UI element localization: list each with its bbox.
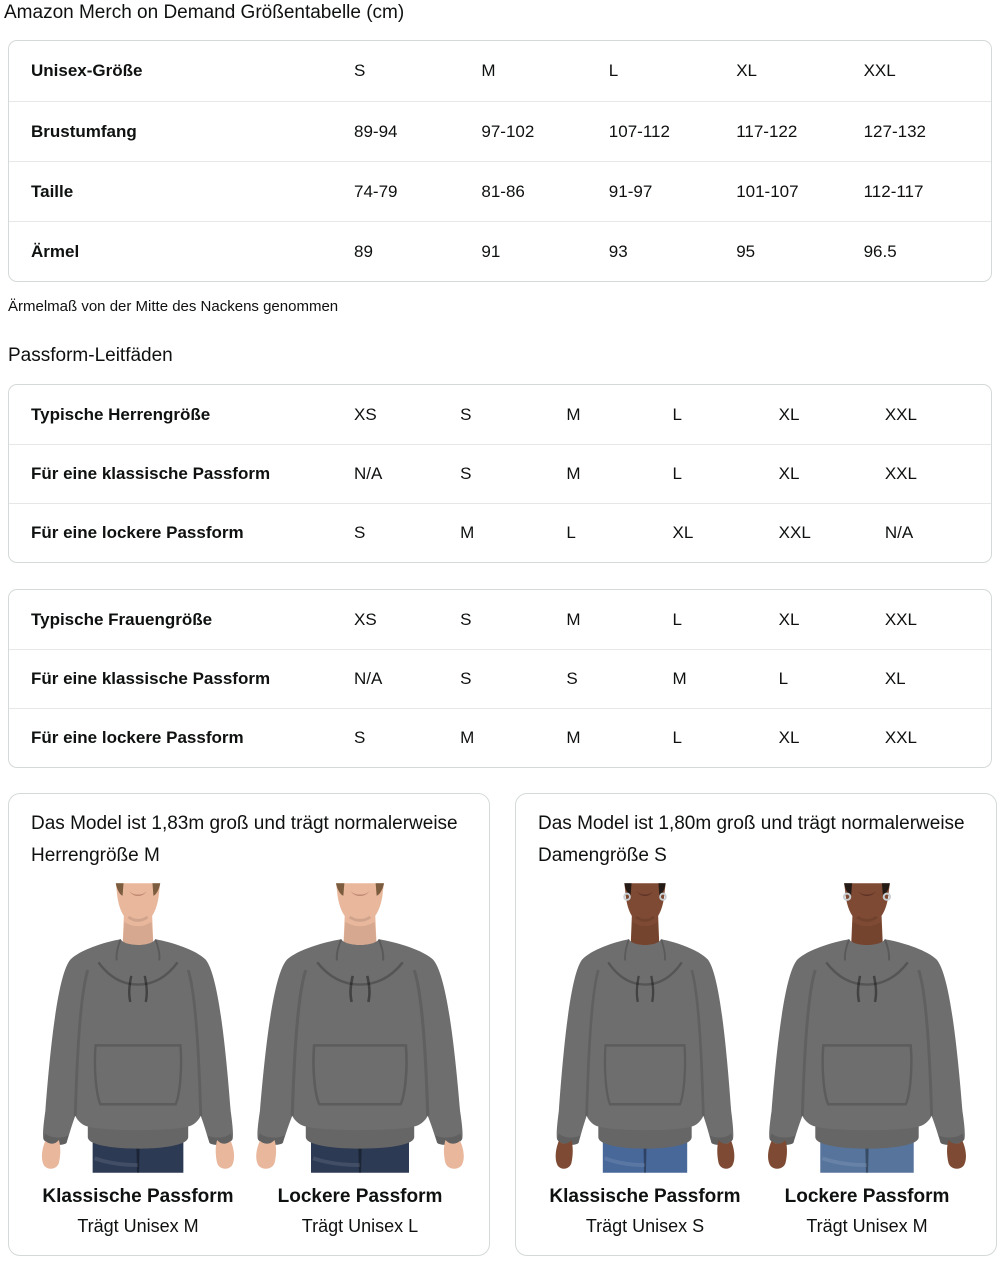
size-cell: 101-107	[736, 181, 799, 201]
male-model-loose-fit-photo	[249, 880, 471, 1176]
womens-fit-guide-table	[8, 589, 992, 768]
model-cards	[8, 793, 992, 1256]
size-cell: S	[354, 728, 366, 747]
size-cell: L	[672, 609, 682, 629]
size-cell: XL	[778, 404, 800, 424]
size-cell: L	[778, 669, 789, 688]
size-cell: XL	[778, 728, 800, 747]
size-cell: M	[566, 609, 581, 629]
size-cell: XS	[354, 404, 377, 424]
fit-caption: Klassische Passform	[42, 1186, 234, 1207]
size-cell: 89	[354, 241, 373, 261]
womens-card-heading: Das Model ist 1,80m groß und trägt normalerweise Damengröße S	[538, 813, 965, 866]
size-cell: XXL	[884, 404, 917, 424]
unisex-size-table	[8, 40, 992, 282]
row-label: Brustumfang	[31, 121, 137, 141]
size-cell: 93	[608, 241, 628, 261]
page-title: Amazon Merch on Demand Größentabelle (cm)	[4, 2, 405, 23]
model-figure	[534, 880, 756, 1237]
size-cell: XXL	[863, 61, 896, 80]
table-row	[9, 101, 991, 161]
mens-model-photos	[27, 880, 471, 1237]
male-model-classic-fit-photo	[27, 880, 249, 1176]
size-cell: M	[566, 404, 581, 424]
size-cell: S	[354, 523, 366, 542]
row-label: Für eine klassische Passform	[31, 669, 271, 688]
size-cell: XL	[778, 464, 800, 483]
size-cell: M	[481, 61, 496, 80]
row-label: Taille	[31, 181, 74, 201]
size-cell: L	[672, 728, 682, 747]
womens-fit-card	[515, 793, 997, 1256]
size-cell: 97-102	[481, 121, 535, 141]
table-row	[9, 590, 991, 649]
model-figure	[756, 880, 978, 1237]
row-label: Typische Frauengröße	[31, 609, 213, 629]
size-cell: XXL	[884, 728, 917, 747]
sleeve-measure-note: Ärmelmaß von der Mitte des Nackens genommen	[8, 298, 339, 315]
size-cell: S	[460, 404, 472, 424]
fit-guides-title: Passform-Leitfäden	[8, 345, 173, 366]
size-cell: N/A	[884, 523, 914, 542]
table-row	[9, 503, 991, 562]
size-cell: N/A	[354, 669, 383, 688]
size-cell: XL	[736, 61, 757, 80]
size-cell: 107-112	[608, 121, 670, 141]
size-cell: M	[460, 523, 475, 542]
row-label: Unisex-Größe	[31, 61, 143, 80]
size-cell: 117-122	[736, 121, 798, 141]
mens-fit-guide-table	[8, 384, 992, 563]
fit-caption: Lockere Passform	[277, 1186, 443, 1207]
row-label: Ärmel	[31, 241, 80, 261]
row-label: Für eine lockere Passform	[31, 523, 244, 542]
mens-fit-card	[8, 793, 490, 1256]
size-cell: S	[460, 609, 472, 629]
size-cell: M	[460, 728, 475, 747]
size-cell: 112-117	[863, 181, 924, 201]
size-cell: XS	[354, 609, 377, 629]
size-cell: L	[566, 523, 576, 542]
table-row	[9, 221, 991, 281]
size-cell: 95	[736, 241, 756, 261]
size-cell: XXL	[884, 609, 917, 629]
female-model-classic-fit-photo	[534, 880, 756, 1176]
size-cell: S	[460, 464, 472, 483]
size-cell: XXL	[884, 464, 917, 483]
fit-caption: Lockere Passform	[784, 1186, 950, 1207]
size-cell: 81-86	[481, 181, 525, 201]
size-cell: XL	[778, 609, 800, 629]
size-caption: Trägt Unisex S	[585, 1216, 705, 1236]
size-cell: S	[566, 669, 578, 688]
size-cell: S	[354, 61, 366, 80]
size-cell: 74-79	[354, 181, 398, 201]
size-cell: M	[566, 728, 581, 747]
size-cell: N/A	[354, 464, 383, 483]
table-row	[9, 649, 991, 708]
size-caption: Trägt Unisex M	[77, 1216, 199, 1236]
table-row	[9, 385, 991, 444]
mens-card-heading: Das Model ist 1,83m groß und trägt normalerweise Herrengröße M	[31, 813, 458, 866]
size-cell: S	[460, 669, 472, 688]
size-cell: L	[672, 464, 682, 483]
row-label: Für eine klassische Passform	[31, 464, 271, 483]
table-row	[9, 41, 991, 101]
table-row	[9, 708, 991, 767]
size-cell: XXL	[778, 523, 811, 542]
row-label: Typische Herrengröße	[31, 404, 211, 424]
female-model-loose-fit-photo	[756, 880, 978, 1176]
size-cell: 127-132	[863, 121, 926, 141]
size-cell: M	[566, 464, 581, 483]
size-cell: L	[608, 61, 619, 80]
size-caption: Trägt Unisex M	[806, 1216, 928, 1236]
size-cell: XL	[672, 523, 694, 542]
table-row	[9, 444, 991, 503]
table-row	[9, 161, 991, 221]
size-cell: 91-97	[608, 181, 653, 201]
size-cell: XL	[884, 669, 906, 688]
model-figure	[249, 880, 471, 1237]
fit-caption: Klassische Passform	[549, 1186, 741, 1207]
model-figure	[27, 880, 249, 1237]
womens-model-photos	[534, 880, 978, 1237]
size-cell: 91	[481, 241, 501, 261]
size-cell: L	[672, 404, 682, 424]
row-label: Für eine lockere Passform	[31, 728, 244, 747]
size-cell: 89-94	[354, 121, 398, 141]
size-cell: 96.5	[863, 241, 897, 261]
size-cell: M	[672, 669, 687, 688]
size-caption: Trägt Unisex L	[301, 1216, 419, 1236]
